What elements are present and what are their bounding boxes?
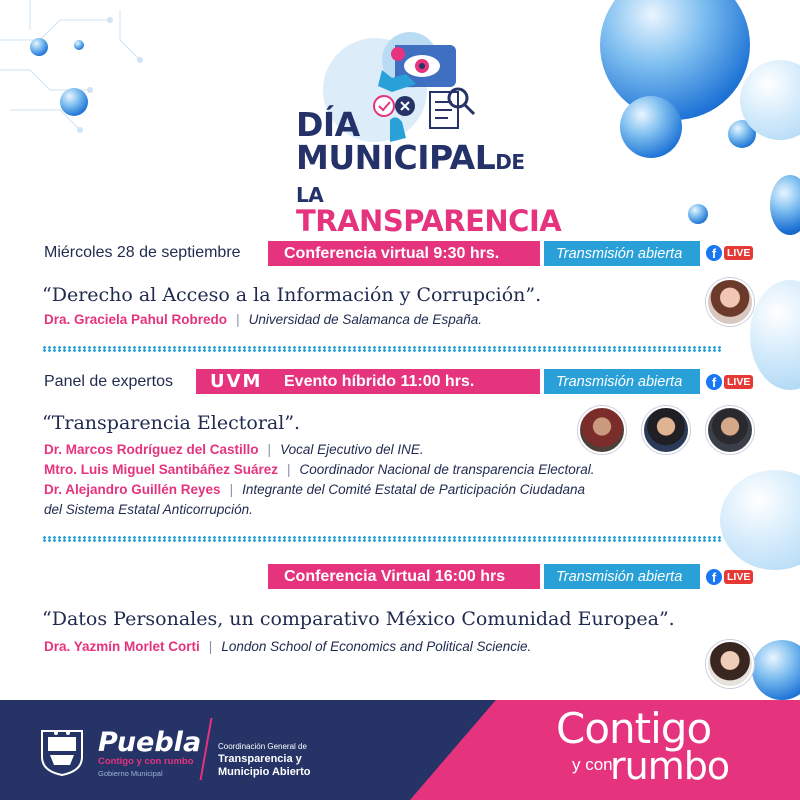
speaker-row [44, 312, 482, 327]
speaker-name: Mtro. Luis Miguel Santibáñez Suárez [44, 462, 279, 477]
slogan-rumbo: rumbo [610, 744, 730, 788]
speaker-name: Dra. Graciela Pahul Robredo [44, 312, 228, 327]
bubble-decoration [60, 88, 88, 116]
uvm-logo: UVM [210, 371, 263, 392]
separator: | [208, 639, 213, 654]
event3-talk-title: “Datos Personales, un comparativo México Comunidad Europea”. [42, 608, 675, 630]
slogan-y-con: y con [572, 755, 613, 774]
event2-type-badge: Evento híbrido 11:00 hrs. [196, 369, 540, 394]
coordination-name-line1: Transparencia y [218, 753, 302, 765]
event1-talk-title: “Derecho al Acceso a la Información y Corrupción”. [42, 284, 542, 306]
slogan-contigo: Contigo [556, 704, 712, 753]
facebook-icon: f [706, 245, 722, 261]
title-line-2 [296, 138, 536, 207]
speaker-affiliation: London School of Economics and Political Sciencie. [221, 639, 532, 654]
speaker-affiliation-continued: del Sistema Estatal Anticorrupción. [44, 502, 253, 517]
speaker-row [44, 462, 594, 477]
speaker-affiliation: Vocal Ejecutivo del INE. [280, 442, 424, 457]
title-line-3: TRANSPARENCIA [296, 204, 562, 238]
speaker-avatar [578, 406, 626, 454]
speaker-affiliation: Coordinador Nacional de transparencia Electoral. [299, 462, 595, 477]
puebla-tagline: Contigo y con rumbo [98, 756, 194, 767]
event1-type-badge: Conferencia virtual 9:30 hrs. [268, 241, 540, 266]
speaker-affiliation: Universidad de Salamanca de España. [248, 312, 482, 327]
coordination-name-line2: Municipio Abierto [218, 766, 311, 778]
live-badge: LIVE [724, 246, 753, 260]
title-de-la: DE LA [296, 150, 525, 207]
circuit-decoration [0, 0, 200, 160]
title-line-1: DÍA [296, 105, 360, 144]
facebook-icon: f [706, 569, 722, 585]
separator: | [267, 442, 272, 457]
speaker-avatar [706, 406, 754, 454]
separator: | [287, 462, 291, 477]
bubble-decoration [600, 0, 750, 120]
separator: | [236, 312, 240, 327]
speaker-avatar [642, 406, 690, 454]
event2-label: Panel de expertos [44, 373, 173, 390]
event3-access-badge: Transmisión abierta [544, 564, 700, 589]
bubble-decoration [620, 96, 682, 158]
speaker-avatar [706, 640, 754, 688]
event1-date: Miércoles 28 de septiembre [44, 244, 241, 261]
speaker-row [44, 442, 424, 457]
event2-access-badge: Transmisión abierta [544, 369, 700, 394]
event2-talk-title: “Transparencia Electoral”. [42, 412, 301, 434]
live-badge: LIVE [724, 570, 753, 584]
bubble-decoration [770, 175, 800, 235]
coordination-name [218, 753, 310, 779]
bubble-decoration [30, 38, 48, 56]
bubble-decoration [720, 470, 800, 570]
speaker-row [44, 639, 531, 654]
bubble-decoration [752, 640, 800, 700]
event1-access-badge: Transmisión abierta [544, 241, 700, 266]
separator: | [229, 482, 234, 497]
live-badge: LIVE [724, 375, 753, 389]
dotted-divider [42, 536, 722, 542]
event3-type-badge: Conferencia Virtual 16:00 hrs [268, 564, 540, 589]
speaker-row [44, 482, 585, 497]
puebla-gov-label: Gobierno Municipal [98, 769, 163, 778]
facebook-icon: f [706, 374, 722, 390]
speaker-name: Dra. Yazmín Morlet Corti [44, 639, 200, 654]
dotted-divider [42, 346, 722, 352]
puebla-logo-text: Puebla [98, 727, 202, 758]
speaker-name: Dr. Marcos Rodríguez del Castillo [44, 442, 259, 457]
bubble-decoration [74, 40, 84, 50]
title-municipal: MUNICIPAL [296, 138, 496, 177]
bubble-decoration [750, 280, 800, 390]
event-title-logo [296, 105, 562, 238]
coordination-label: Coordinación General de [218, 742, 307, 751]
city-crest-icon [38, 725, 86, 777]
speaker-avatar [706, 278, 754, 326]
speaker-affiliation: Integrante del Comité Estatal de Participación Ciudadana [242, 482, 586, 497]
speaker-name: Dr. Alejandro Guillén Reyes [44, 482, 221, 497]
bubble-decoration [688, 204, 708, 224]
